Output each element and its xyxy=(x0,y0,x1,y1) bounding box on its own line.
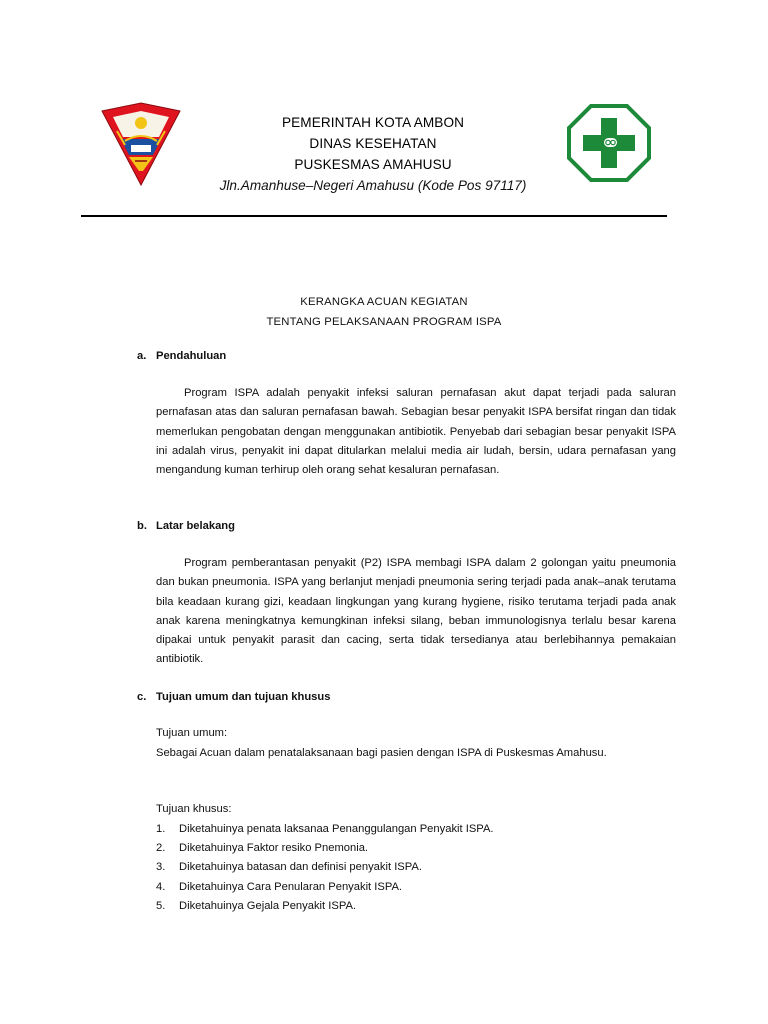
list-text: Diketahuinya batasan dan definisi penyakit ISPA. xyxy=(179,861,422,874)
list-text: Diketahuinya Faktor resiko Pnemonia. xyxy=(179,842,369,855)
list-number: 5. xyxy=(156,899,166,912)
facility-name: PUSKESMAS AMAHUSU xyxy=(294,157,452,172)
list-number: 2. xyxy=(156,842,166,855)
section-title: Latar belakang xyxy=(156,520,235,532)
letterhead-divider xyxy=(81,215,667,217)
government-name: PEMERINTAH KOTA AMBON xyxy=(281,115,465,130)
specific-objective-label: Tujuan khusus: xyxy=(156,803,232,815)
list-item xyxy=(156,839,676,858)
section-heading-pendahuluan xyxy=(137,347,226,365)
general-objective-label: Tujuan umum: xyxy=(156,727,228,739)
list-text: Diketahuinya Gejala Penyakit ISPA. xyxy=(179,899,357,912)
list-text: Diketahuinya Cara Penularan Penyakit ISPA. xyxy=(179,880,403,893)
section-body-latar-belakang: Program pemberantasan penyakit (P2) ISPA membagi ISPA dalam 2 golongan yaitu pneumonia dan bukan pneumonia. ISPA yang berlanjut menjadi pneumonia sering terjadi pada anak–anak terutama bila keadaan kurang gizi, keadaan lingkungan yang kurang hygiene, risiko terutama terjadi pada anak anak karena meningkatnya kemungkinan infeksi silang, beban immunologisnya terlalu besar karena dipakai untuk penyakit parasit dan cacing, serta tidak tersedianya atau berlebihannya pemakaian antibiotik. xyxy=(156,557,676,666)
list-number: 3. xyxy=(156,861,166,874)
list-item xyxy=(156,897,676,916)
section-body-pendahuluan: Program ISPA adalah penyakit infeksi saluran pernafasan akut dapat terjadi pada saluran pernafasan atas dan saluran pernafasan bawah. Sebagian besar penyakit ISPA bersifat ringan dan tidak memerlukan pengobatan dengan menggunakan antibiotik. Penyebab dari sebagian besar penyakit ISPA ini adalah virus, penyakit ini dapat ditularkan melalui media air ludah, bersin, udara pernafasan yang mengandung kuman terhirup oleh orang sehat kesaluran pernafasan. xyxy=(156,387,676,477)
list-item xyxy=(156,858,676,877)
puskesmas-logo-icon xyxy=(563,100,655,186)
section-heading-latar-belakang xyxy=(137,517,235,535)
list-text: Diketahuinya penata laksanaa Penanggulangan Penyakit ISPA. xyxy=(179,823,494,835)
list-number: 1. xyxy=(156,823,166,835)
ambon-city-emblem-icon xyxy=(101,101,181,187)
list-item xyxy=(156,878,676,897)
document-title xyxy=(150,292,618,332)
letterhead xyxy=(182,112,564,196)
section-letter: c. xyxy=(137,691,147,703)
list-item xyxy=(156,820,676,839)
specific-objectives-list xyxy=(156,820,676,916)
section-letter: a. xyxy=(137,350,147,362)
section-heading-tujuan xyxy=(137,688,330,706)
title-line-1: KERANGKA ACUAN KEGIATAN xyxy=(300,296,468,308)
department-name: DINAS KESEHATAN xyxy=(309,136,437,151)
title-line-2: TENTANG PELAKSANAAN PROGRAM ISPA xyxy=(266,316,502,328)
section-letter: b. xyxy=(137,520,147,532)
section-title: Tujuan umum dan tujuan khusus xyxy=(156,691,331,703)
general-objective-body: Sebagai Acuan dalam penatalaksanaan bagi pasien dengan ISPA di Puskesmas Amahusu. xyxy=(156,747,607,759)
list-number: 4. xyxy=(156,880,166,893)
section-title: Pendahuluan xyxy=(156,350,227,362)
facility-address: Jln.Amanhuse–Negeri Amahusu (Kode Pos 97117) xyxy=(219,178,527,193)
